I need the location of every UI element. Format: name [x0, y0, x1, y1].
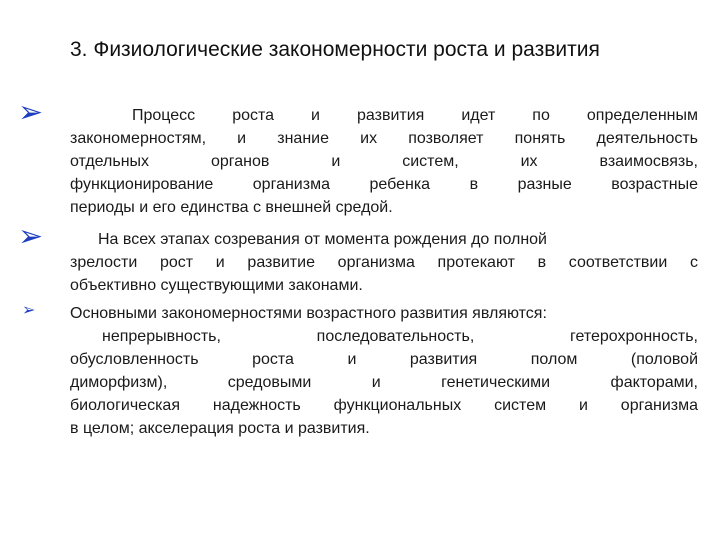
bullet-paragraph	[70, 302, 698, 440]
bullet-item-main-patterns	[18, 302, 698, 442]
paragraph-line: обусловленность роста и развития полом (половой	[70, 351, 698, 368]
slide-title: 3. Физиологические закономерности роста и развития	[70, 38, 600, 61]
paragraph-line: отдельных органов и систем, их взаимосвязь,	[70, 153, 698, 170]
bullet-paragraph	[70, 228, 698, 297]
paragraph-line: в целом; акселерация роста и развития.	[70, 420, 370, 437]
paragraph-line: непрерывность, последовательность, гетерохронность,	[102, 328, 698, 345]
arrow-bullet-icon: ➢	[18, 220, 44, 253]
paragraph-line: объективно существующими законами.	[70, 277, 363, 294]
arrow-bullet-icon: ➢	[18, 96, 44, 129]
paragraph-line: зрелости рост и развитие организма протекают в соответствии с	[70, 254, 698, 271]
bullet-paragraph	[70, 104, 698, 219]
paragraph-line: закономерностям, и знание их позволяет понять деятельность	[70, 130, 698, 147]
arrow-bullet-icon: ➢	[22, 302, 36, 319]
bullet-item-growth-process	[18, 96, 698, 216]
paragraph-line: функционирование организма ребенка в разные возрастные	[70, 176, 698, 193]
bullet-item-maturation-stages	[18, 220, 698, 298]
paragraph-line: На всех этапах созревания от момента рождения до полной	[98, 231, 547, 248]
paragraph-line: биологическая надежность функциональных систем и организма	[70, 397, 698, 414]
paragraph-line: Процесс роста и развития идет по определенным	[132, 107, 698, 124]
paragraph-line: диморфизм), средовыми и генетическими факторами,	[70, 374, 698, 391]
paragraph-line: периоды и его единства с внешней средой.	[70, 199, 393, 216]
paragraph-line: Основными закономерностями возрастного развития являются:	[70, 305, 547, 322]
